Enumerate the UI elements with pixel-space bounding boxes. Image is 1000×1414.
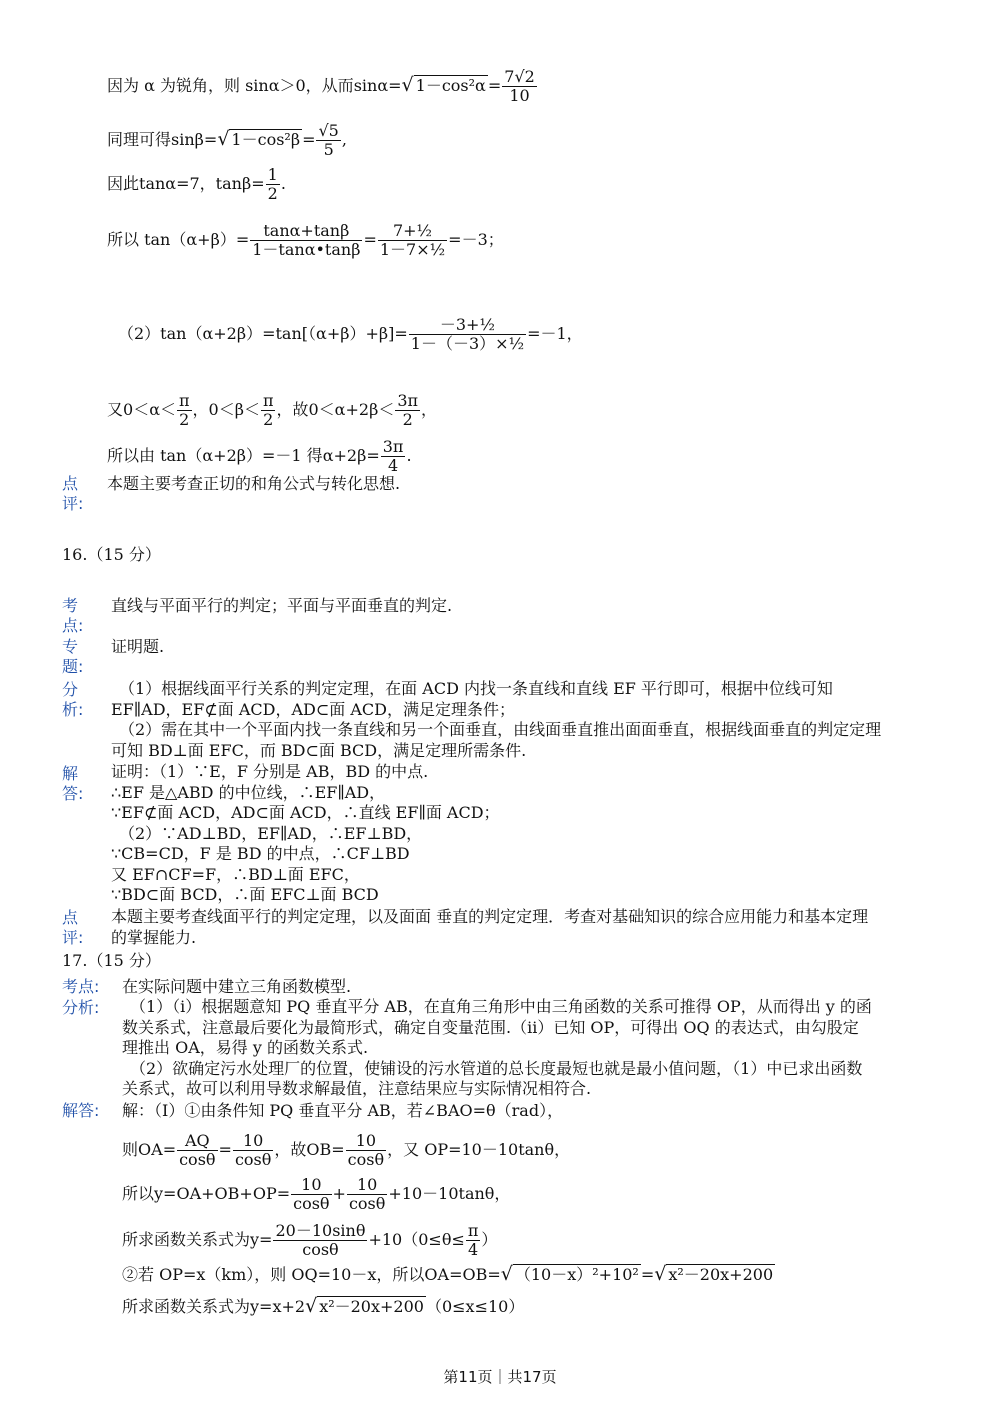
formula-text: OA=OB= [424,1265,501,1284]
fraction [266,166,280,203]
fraction [177,1132,217,1169]
numerator: 10 [346,1132,386,1151]
fraction [466,1222,481,1259]
denominator: 1－tanα•tanβ [252,240,361,259]
denominator: 2 [267,184,278,203]
fraction [502,68,537,105]
q16-jieda [111,762,500,906]
fraction [291,1176,331,1213]
denominator: 5 [323,140,334,159]
q16-fenxi [111,679,881,761]
text: （2）tan（α+2β）=tan[（α+β）+β]= [118,324,408,343]
text: 所以由 tan（α+2β）=－1 得 [107,446,323,465]
formula-text: tanα=7，tanβ= [139,174,265,193]
q15-line-part2 [118,316,583,353]
q16-jieda-label: 解 答: [62,764,84,803]
q17-kaodian: 在实际问题中建立三角函数模型. [122,977,352,996]
sqrt-sign: √ [654,1263,667,1285]
numerator: √5 [318,121,339,140]
q15-pingyu: 本题主要考查正切的和角公式与转化思想. [107,474,401,493]
denominator: cosθ [179,1150,216,1169]
radicand: x²－20x+200 [668,1265,774,1284]
sqrt-sign: √ [500,1263,513,1285]
formula-text: +10（0≤θ≤ [368,1230,465,1249]
q16-zhuanti: 证明题. [111,637,165,656]
sqrt-sign: √ [401,74,414,96]
text: 所求函数关系式为 [122,1230,251,1249]
jieda-line: （2）∵AD⊥BD，EF∥AD，∴EF⊥BD， [119,823,423,843]
fenxi-line: 理推出 OA，易得 y 的函数关系式. [122,1038,369,1057]
numerator: π [179,391,190,410]
q17-step2 [122,1132,570,1169]
denominator: cosθ [234,1150,272,1169]
numerator: 3π [382,437,404,456]
sqrt-sign: √ [217,128,230,150]
q16-fenxi-label: 分 析: [62,680,84,719]
formula-text: +10－10tanθ， [388,1184,511,1203]
denominator: 1－7×½ [379,240,446,259]
text: 因为 α 为锐角，则 sinα＞0，从而 [107,76,354,95]
q17-step1: 解：（I）①由条件知 PQ 垂直平分 AB，若∠BAO=θ（rad）， [122,1101,564,1120]
radicand: 1－cos²α [415,76,486,95]
text: 同理可得 [107,130,172,149]
q17-step4 [122,1222,497,1259]
fenxi-line: 数关系式，注意最后要化为最简形式，确定自变量范围.（ii）已知 OP，可得出 OQ 的表达式，由勾股定 [122,1017,859,1037]
jieda-line: ∵CB=CD，F 是 BD 的中点，∴CF⊥BD [111,844,410,863]
fenxi-line: 关系式，故可以利用导数求解最值，注意结果应与实际情况相符合. [122,1079,592,1098]
fraction [378,222,447,259]
denominator: cosθ [302,1240,339,1259]
formula-text: y=x+2 [250,1297,306,1316]
sqrt-sign: √ [305,1295,318,1317]
radicand: 1－cos²β [231,130,301,149]
fraction [273,1222,367,1259]
q16-pingyu [111,907,868,948]
q17-step6 [122,1296,524,1317]
denominator: 2 [402,410,413,429]
denominator: 2 [179,410,190,429]
fraction [177,392,192,429]
formula-text: y= [250,1230,273,1249]
denominator: 4 [387,456,399,475]
q17-kaodian-label: 考点: [62,977,100,996]
q16-zhuanti-label: 专 题: [62,637,84,676]
text: ，又 OP=10－10tanθ， [387,1140,571,1159]
page-footer: 第11页｜共17页 [443,1368,557,1386]
denominator: 2 [263,410,274,429]
fenxi-line: （2）需在其中一个平面内找一条直线和另一个面垂直，由线面垂直推出面面垂直，根据线面垂直的判定定理 [119,720,882,739]
jieda-line: ∵EF⊄面 ACD，AD⊂面 ACD，∴直线 EF∥面 ACD； [111,803,500,822]
q16-pingyu-label: 点 评: [62,908,84,947]
q15-line-range [107,392,437,429]
punct: , [341,130,347,149]
denominator: cosθ [348,1194,386,1213]
fenxi-line: （2）欲确定污水处理厂的位置，使铺设的污水管道的总长度最短也就是最小值问题，（1）中已求出函数 [130,1058,863,1078]
q16-kaodian: 直线与平面平行的判定；平面与平面垂直的判定. [111,596,453,615]
pingyu-line: 本题主要考查线面平行的判定定理，以及面面 垂直的判定定理．考查对基础知识的综合应用能力和基本定理 [111,907,869,926]
formula-text: OA= [138,1140,177,1159]
fenxi-line: 可知 BD⊥面 EFC，而 BD⊂面 BCD，满足定理所需条件. [111,740,527,760]
fraction [316,122,340,159]
numerator: 10 [347,1176,387,1195]
q17-fenxi [122,997,872,1100]
punct: . [406,446,412,465]
formula-text: sinβ= [171,130,218,149]
fraction [409,316,526,353]
fraction [233,1132,273,1169]
plus: + [332,1184,346,1203]
q15-pingyu-label: 点 评: [62,474,84,513]
text: 所以 tan（α+β）= [107,230,250,249]
numerator: －3+½ [409,316,526,335]
equals: = [302,130,316,149]
denominator: cosθ [347,1150,385,1169]
formula-text: ，0＜β＜ [192,400,260,419]
numerator: 10 [233,1132,273,1151]
q15-line-tan-sum [107,222,504,259]
text: 则 [122,1140,139,1159]
equals: = [640,1265,655,1284]
formula-text: 0＜α+2β＜ [308,400,395,419]
numerator: AQ [177,1132,217,1151]
punct: ， [421,400,438,419]
numerator: 1 [267,165,278,184]
equals: = [218,1140,232,1159]
numerator: tanα+tanβ [250,222,362,241]
fenxi-line: EF∥AD，EF⊄面 ACD，AD⊂面 ACD，满足定理条件； [111,699,515,719]
pingyu-line: 的掌握能力. [111,927,197,947]
numerator: 20－10sinθ [275,1221,366,1240]
fenxi-line: （1）（i）根据题意知 PQ 垂直平分 AB，在直角三角形中由三角函数的关系可推得 OP，从而得出 y 的函 [130,997,872,1016]
fraction [347,1176,387,1213]
numerator: π [262,391,274,410]
text: ，故 [276,400,309,419]
text: ，故 [274,1140,307,1159]
fraction [346,1132,386,1169]
q15-line-sin-beta [107,122,347,159]
fraction [381,438,406,475]
formula-text: α+2β= [322,446,380,465]
jieda-line: ∵BD⊂面 BCD，∴面 EFC⊥面 BCD [111,885,379,904]
text: 所求函数关系式为 [122,1297,251,1316]
q17-step3 [122,1176,510,1213]
formula-text: 0＜α＜ [123,400,177,419]
denominator: cosθ [293,1194,330,1213]
numerator: π [467,1221,479,1240]
fenxi-line: （1）根据线面平行关系的判定定理，在面 ACD 内找一条直线和直线 EF 平行即可，根据中位线可知 [119,679,833,698]
equals: = [487,76,502,95]
text: 又 [107,400,124,419]
formula-text: sinα= [353,76,402,95]
q17-header: 17.（15 分） [62,951,161,970]
numerator: 7√2 [504,67,535,86]
denominator: 4 [468,1240,479,1259]
q15-line-result [107,438,412,475]
q17-jieda-label: 解答: [62,1101,100,1120]
q16-kaodian-label: 考 点: [62,596,84,635]
q15-line-tan [107,166,286,203]
jieda-line: 又 EF∩CF=F，∴BD⊥面 EFC， [111,864,360,884]
text: ②若 OP=x（km），则 OQ=10－x，所以 [122,1265,425,1284]
text: （0≤x≤10） [425,1297,525,1316]
punct: . [280,174,286,193]
fraction [250,222,362,259]
radicand: （10－x）²+10² [514,1265,639,1284]
numerator: 7+½ [378,222,447,241]
text: 所以 [122,1184,155,1203]
jieda-line: ∴EF 是△ABD 的中位线，∴EF∥AD， [111,782,386,802]
text: 因此 [107,174,140,193]
q17-step5 [122,1264,775,1285]
fraction [261,392,276,429]
denominator: 1－（－3）×½ [410,334,525,353]
radicand: x²－20x+200 [319,1297,424,1316]
q16-header: 16.（15 分） [62,545,161,564]
text: =－1， [527,324,583,343]
formula-text: y=OA+OB+OP= [154,1184,291,1203]
numerator: 10 [291,1176,331,1195]
formula-text: OB= [306,1140,345,1159]
q15-line-sin-alpha [107,68,538,105]
denominator: 10 [509,86,530,105]
q17-fenxi-label: 分析: [62,998,100,1017]
numerator: 3π [397,391,419,410]
fraction [395,392,420,429]
text: ） [481,1230,498,1249]
jieda-line: 证明：（1）∵E，F 分别是 AB，BD 的中点. [111,762,429,781]
equals: = [363,230,377,249]
text: =－3； [448,230,504,249]
